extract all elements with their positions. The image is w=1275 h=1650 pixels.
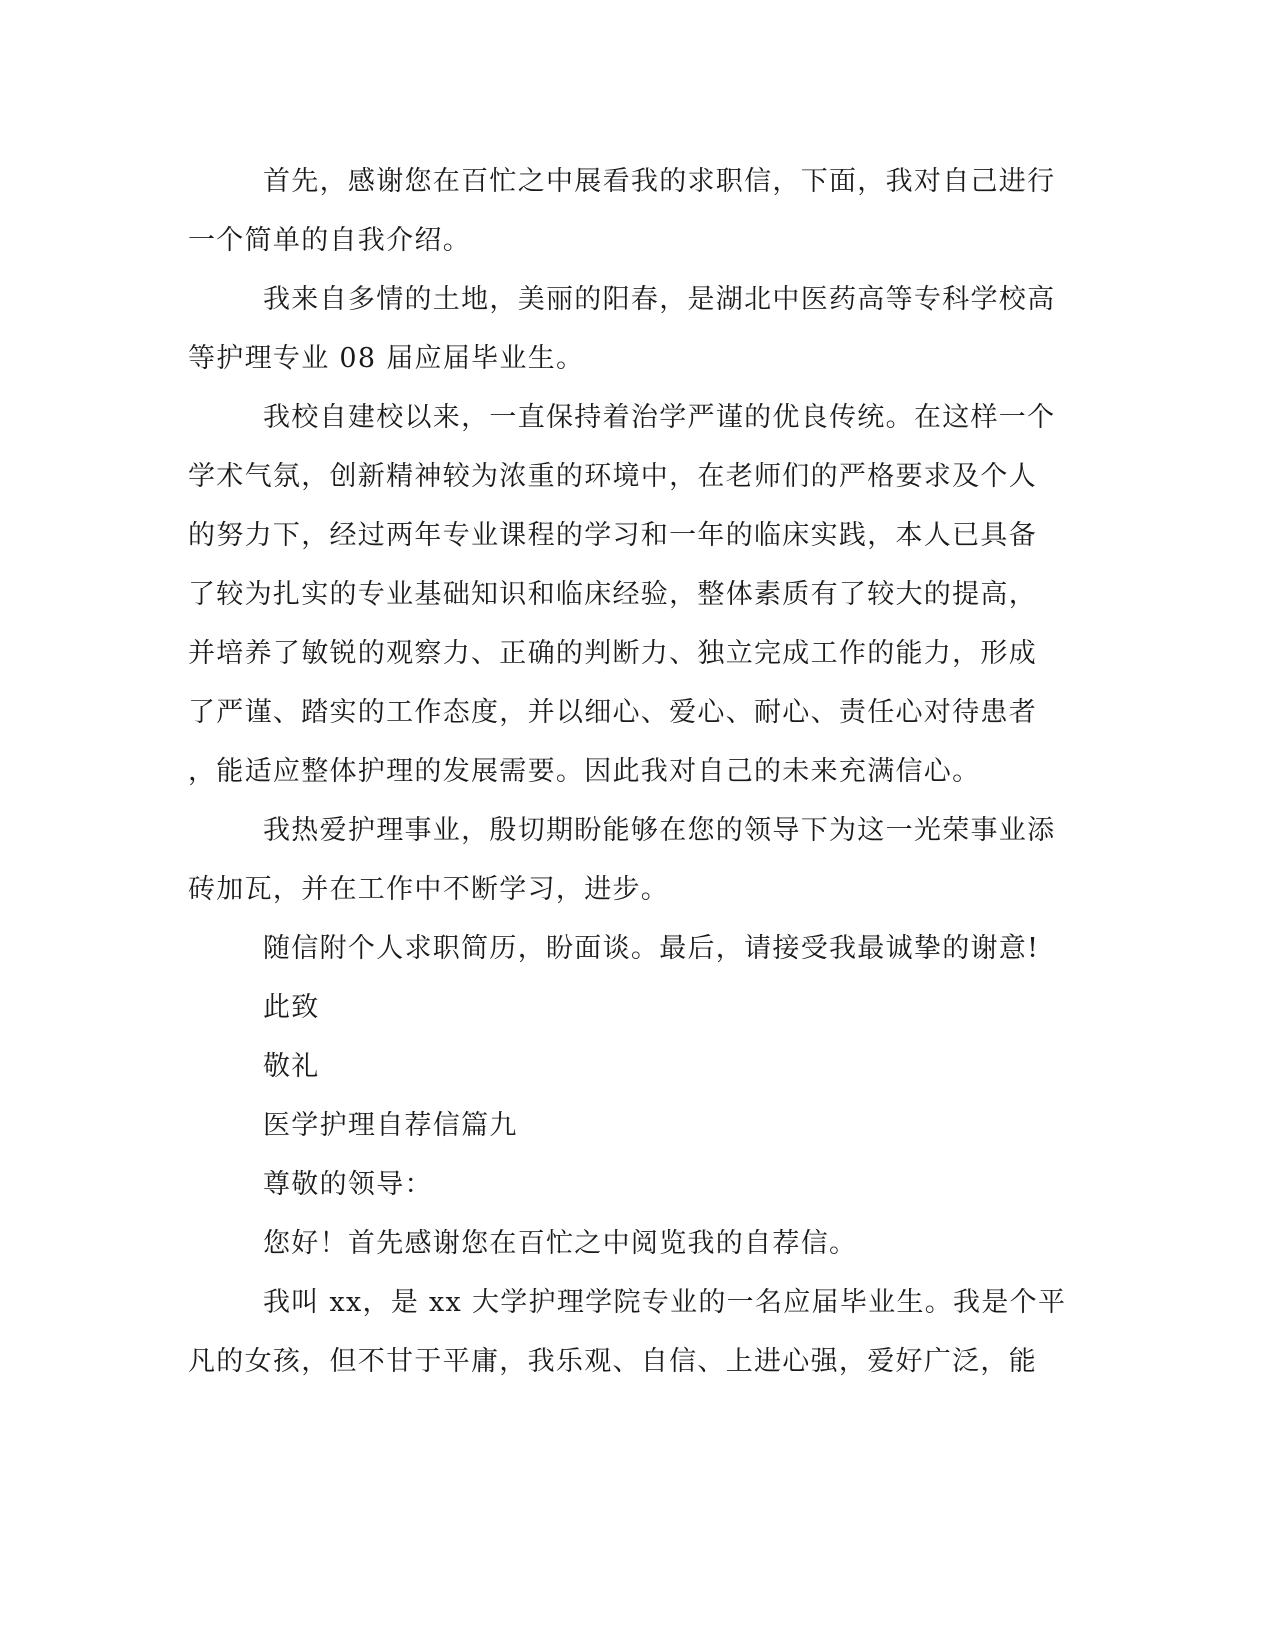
text-line: 学术气氛，创新精神较为浓重的环境中，在老师们的严格要求及个人 xyxy=(188,461,1037,492)
text-line: 我校自建校以来，一直保持着治学严谨的优良传统。在这样一个 xyxy=(263,402,1056,433)
text-line: 的努力下，经过两年专业课程的学习和一年的临床实践，本人已具备 xyxy=(188,520,1037,551)
text-line: 随信附个人求职简历，盼面谈。最后，请接受我最诚挚的谢意! xyxy=(263,933,1040,964)
section-heading: 医学护理自荐信篇九 xyxy=(263,1110,518,1141)
text-line: 并培养了敏锐的观察力、正确的判断力、独立完成工作的能力，形成 xyxy=(188,638,1037,669)
text-line: 我来自多情的土地，美丽的阳春，是湖北中医药高等专科学校高 xyxy=(263,284,1056,315)
text-line: 您好！首先感谢您在百忙之中阅览我的自荐信。 xyxy=(263,1228,858,1259)
closing-line: 此致 xyxy=(263,992,320,1023)
salutation: 尊敬的领导： xyxy=(263,1169,433,1200)
text-line: 一个简单的自我介绍。 xyxy=(188,225,471,256)
text-line: 砖加瓦，并在工作中不断学习，进步。 xyxy=(188,874,670,905)
text-line: 首先，感谢您在百忙之中展看我的求职信，下面，我对自己进行 xyxy=(263,166,1056,197)
closing-line: 敬礼 xyxy=(263,1051,320,1082)
text-line: 了严谨、踏实的工作态度，并以细心、爱心、耐心、责任心对待患者 xyxy=(188,697,1037,728)
text-line: 等护理专业 08 届应届毕业生。 xyxy=(188,343,585,374)
text-line: 我热爱护理事业，殷切期盼能够在您的领导下为这一光荣事业添 xyxy=(263,815,1056,846)
text-line: 我叫 xx，是 xx 大学护理学院专业的一名应届毕业生。我是个平 xyxy=(263,1287,1067,1318)
text-line: 凡的女孩，但不甘于平庸，我乐观、自信、上进心强，爱好广泛，能 xyxy=(188,1346,1037,1377)
text-line: 了较为扎实的专业基础知识和临床经验，整体素质有了较大的提高， xyxy=(188,579,1037,610)
text-line: ，能适应整体护理的发展需要。因此我对自己的未来充满信心。 xyxy=(188,756,981,787)
